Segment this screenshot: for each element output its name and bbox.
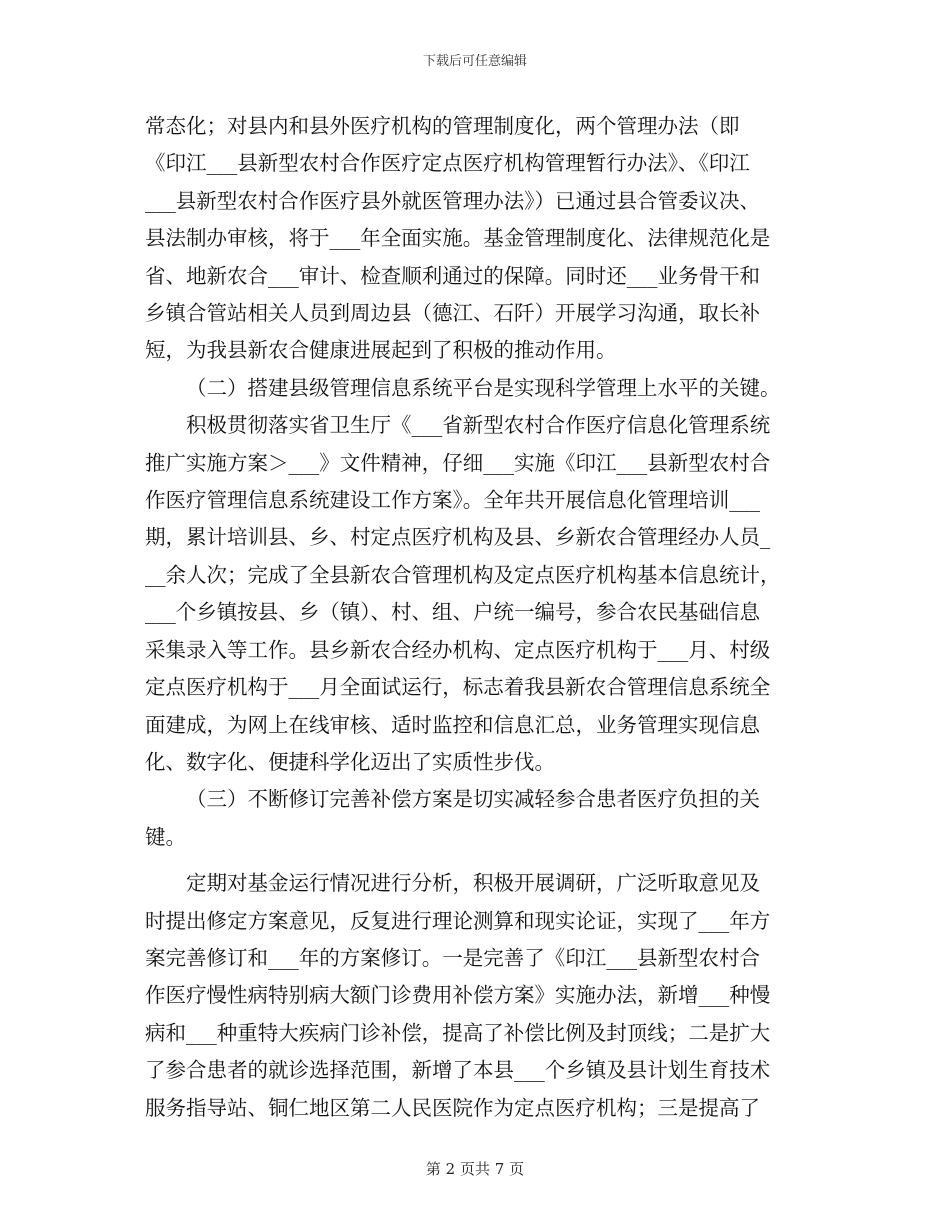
text-line: ___个乡镇按县、乡（镇）、村、组、户统一编号，参合农民基础信息 bbox=[145, 600, 760, 625]
text-line: 作医疗慢性病特别病大额门诊费用补偿方案》实施办法，新增___种慢 bbox=[145, 983, 771, 1008]
text-line: 了参合患者的就诊选择范围，新增了本县___个乡镇及县计划生育技术 bbox=[145, 1058, 771, 1083]
text-line: 时提出修定方案意见，反复进行理论测算和现实论证，实现了___年方 bbox=[145, 908, 771, 933]
text-line: 推广实施方案＞___》文件精神，仔细___实施《印江___县新型农村合 bbox=[145, 450, 771, 475]
text-line: 采集录入等工作。县乡新农合经办机构、定点医疗机构于___月、村级 bbox=[145, 637, 771, 662]
text-line: ___县新型农村合作医疗县外就医管理办法》）已通过县合管委议决、 bbox=[145, 188, 760, 213]
text-line: 面建成，为网上在线审核、适时监控和信息汇总，业务管理实现信息 bbox=[145, 712, 760, 737]
text-line: 键。 bbox=[145, 824, 186, 849]
text-line: 短，为我县新农合健康进展起到了积极的推动作用。 bbox=[145, 338, 617, 363]
text-line: 县法制办审核，将于___年全面实施。基金管理制度化、法律规范化是 bbox=[145, 226, 771, 251]
text-line: 病和___种重特大疾病门诊补偿，提高了补偿比例及封顶线；二是扩大 bbox=[145, 1020, 771, 1045]
text-line: 乡镇合管站相关人员到周边县（德江、石阡）开展学习沟通，取长补 bbox=[145, 301, 760, 326]
text-line: 案完善修订和___年的方案修订。一是完善了《印江___县新型农村合 bbox=[145, 945, 760, 970]
text-line: 常态化；对县内和县外医疗机构的管理制度化，两个管理办法（即 bbox=[145, 114, 740, 138]
text-line: 化、数字化、便捷科学化迈出了实质性步伐。 bbox=[145, 749, 555, 774]
text-line: 作医疗管理信息系统建设工作方案》。全年共开展信息化管理培训___ bbox=[145, 488, 760, 513]
text-line: 定期对基金运行情况进行分析，积极开展调研，广泛听取意见及 bbox=[186, 871, 760, 896]
text-line: 省、地新农合___审计、检查顺利通过的保障。同时还___业务骨干和 bbox=[145, 263, 760, 288]
section-heading: （三）不断修订完善补偿方案是切实减轻参合患者医疗负担的关 bbox=[186, 787, 760, 812]
text-line: 积极贯彻落实省卫生厅《___省新型农村合作医疗信息化管理系统 bbox=[186, 413, 771, 438]
document-body bbox=[145, 108, 810, 1127]
text-line: 定点医疗机构于___月全面试运行，标志着我县新农合管理信息系统全 bbox=[145, 675, 771, 700]
paragraph-gap bbox=[145, 856, 810, 865]
page-number-footer: 第 2 页共 7 页 bbox=[425, 1160, 525, 1178]
text-line: 期，累计培训县、乡、村定点医疗机构及县、乡新农合管理经办人员_ bbox=[145, 525, 771, 550]
text-line: 服务指导站、铜仁地区第二人民医院作为定点医疗机构；三是提高了 bbox=[145, 1095, 760, 1120]
section-heading: （二）搭建县级管理信息系统平台是实现科学管理上水平的关键。 bbox=[186, 375, 781, 400]
text-line: __余人次；完成了全县新农合管理机构及定点医疗机构基本信息统计， bbox=[145, 562, 781, 587]
text-line: 《印江___县新型农村合作医疗定点医疗机构管理暂行办法》、《印江 bbox=[145, 151, 750, 176]
page-header: 下载后可任意编辑 bbox=[422, 54, 527, 69]
